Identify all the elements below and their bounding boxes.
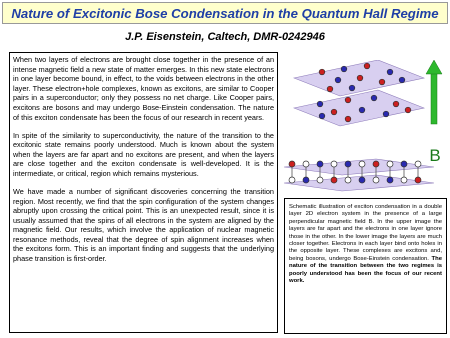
- electron: [359, 177, 365, 183]
- hole: [289, 177, 295, 183]
- caption-text: Schematic illustration of exciton condensation in a double layer 2D electron system in the presence of a large perpendicular magnetic field B. In the upper image the layers are far apart and the electrons in one layer ignore those in the other. In the lower image the layers are much closer together. Electrons in each layer bind onto holes in the opposite layer. These complexes are excitons and, being bosons, undergo Bose-Einstein condensation.: [289, 204, 442, 262]
- field-label: B: [429, 146, 441, 165]
- hole: [345, 177, 351, 183]
- hole: [373, 177, 379, 183]
- electron: [317, 161, 323, 167]
- main-text-box: [9, 52, 278, 333]
- paragraph-intro: When two layers of electrons are brought close together in the presence of an intense magnetic field a new state of matter emerges. In this new state electrons in one layer become bound, in effect, to the voids between electrons in the other layer. These electron+hole complexes, known as excitons, are similar to Cooper pairs in a superconductor; only they possess no net charge. Like Cooper pairs, excitons are bosons and may undergo Bose-Einstein condensation. The nature of this exciton condensate has been the focus of our research in recent years.: [13, 55, 274, 122]
- hole: [387, 161, 393, 167]
- electron: [303, 177, 309, 183]
- electron: [364, 63, 370, 69]
- electron: [341, 66, 347, 72]
- electron: [373, 161, 379, 167]
- electron: [399, 77, 405, 83]
- hole: [415, 161, 421, 167]
- hole: [331, 161, 337, 167]
- electron: [393, 101, 399, 107]
- paragraph-transition: In spite of the similarity to superconductivity, the nature of the transition to the excitonic state remains poorly understood. Much is known about the system when the layers are far apart and no excitons are present, and when the layers are close together and the exciton condensate is well-developed. It is the intermediate, or critical, region which remains mysterious.: [13, 130, 274, 178]
- electron: [331, 109, 337, 115]
- electron: [317, 101, 323, 107]
- electron: [383, 111, 389, 117]
- electron: [401, 161, 407, 167]
- paragraph-discoveries: We have made a number of significant discoveries concerning the transition region. Most recently, we find that the spin configuration of the system changes abruptly upon crossing the critical point. This is an unexpected result, since it is usually assumed that the spins of all electrons in the system are aligned by the magnetic field. Our results, which involve the application of nuclear magnetic resonance methods, reveal that the degree of spin alignment increases when the excitons form. This is an important finding and suggests that the underlying phase transition is first-order.: [13, 186, 274, 264]
- hole: [401, 177, 407, 183]
- electron: [387, 69, 393, 75]
- electron: [371, 95, 377, 101]
- electron: [327, 86, 333, 92]
- electron: [345, 116, 351, 122]
- electron: [349, 85, 355, 91]
- author-byline: J.P. Eisenstein, Caltech, DMR-0242946: [125, 31, 325, 43]
- electron: [319, 113, 325, 119]
- electron: [335, 77, 341, 83]
- hole: [359, 161, 365, 167]
- electron: [345, 161, 351, 167]
- magnetic-field-arrow-icon: [426, 60, 442, 124]
- hole: [303, 161, 309, 167]
- electron: [415, 177, 421, 183]
- upper-layer-bottom-plane: [294, 90, 424, 126]
- electron: [319, 69, 325, 75]
- page-title: Nature of Excitonic Bose Condensation in the Quantum Hall Regime: [11, 5, 439, 21]
- electron: [331, 177, 337, 183]
- title-bar: [2, 2, 448, 24]
- electron: [387, 177, 393, 183]
- exciton-illustration: [282, 60, 450, 196]
- electron: [289, 161, 295, 167]
- electron: [359, 107, 365, 113]
- electron: [345, 97, 351, 103]
- electron: [357, 75, 363, 81]
- electron: [379, 79, 385, 85]
- caption-bold-text: The nature of the transition between the two regimes is poorly understood has been the focus of our recent work.: [289, 255, 442, 285]
- electron: [405, 107, 411, 113]
- caption-paragraph: [289, 204, 442, 285]
- figure-caption: [284, 198, 447, 334]
- hole: [317, 177, 323, 183]
